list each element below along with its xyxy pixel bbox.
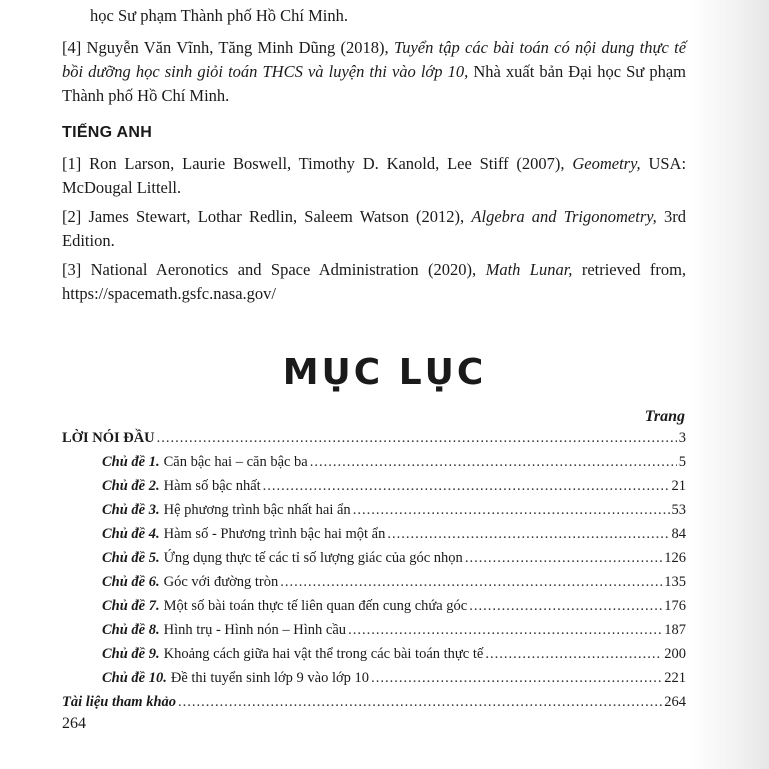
toc-topic-prefix: Chủ đề 6. bbox=[102, 574, 160, 590]
toc-row-intro[interactable] bbox=[62, 430, 686, 452]
toc-page: 176 bbox=[664, 598, 686, 614]
toc-row-topic-10[interactable] bbox=[102, 670, 686, 692]
toc-topic-text: Góc với đường tròn bbox=[163, 574, 279, 590]
toc-page: 5 bbox=[678, 454, 686, 470]
toc-topic-text: Hàm số - Phương trình bậc hai một ẩn bbox=[163, 526, 386, 542]
toc-topic-text: Đề thi tuyển sinh lớp 9 vào lớp 10 bbox=[170, 670, 370, 686]
toc-row-references[interactable] bbox=[62, 694, 686, 716]
toc-topic-text: Hệ phương trình bậc nhất hai ẩn bbox=[163, 502, 351, 518]
toc-row-topic-3[interactable] bbox=[102, 502, 686, 524]
reference-continuation: học Sư phạm Thành phố Hồ Chí Minh. bbox=[90, 6, 348, 25]
toc-topic-text: Ứng dụng thực tế các tỉ số lượng giác của góc nhọn bbox=[163, 550, 463, 566]
toc-topic-prefix: Chủ đề 5. bbox=[102, 550, 160, 566]
toc-row-topic-9[interactable] bbox=[102, 646, 686, 668]
toc-page: 187 bbox=[664, 622, 686, 638]
toc-row-topic-8[interactable] bbox=[102, 622, 686, 644]
toc-page-header: Trang bbox=[644, 408, 685, 425]
toc-topic-text: Hàm số bậc nhất bbox=[163, 478, 261, 494]
reference-en-1: [1] Ron Larson, Laurie Boswell, Timothy D. Kanold, Lee Stiff (2007), Geometry, USA: McDougal Littell. bbox=[62, 154, 687, 197]
toc-title: MỤC LỤC bbox=[282, 352, 487, 393]
toc-leader bbox=[263, 478, 670, 495]
toc-topic-text: Một số bài toán thực tế liên quan đến cung chứa góc bbox=[163, 598, 468, 614]
toc-row-topic-4[interactable] bbox=[102, 526, 686, 548]
toc-row-topic-6[interactable] bbox=[102, 574, 686, 596]
toc-label: LỜI NÓI ĐẦU bbox=[62, 430, 155, 446]
toc-page: 84 bbox=[671, 526, 686, 542]
toc-leader bbox=[348, 622, 662, 639]
toc-leader bbox=[371, 670, 662, 687]
toc-topic-text: Khoảng cách giữa hai vật thể trong các bài toán thực tế bbox=[163, 646, 484, 662]
toc-page: 200 bbox=[664, 646, 686, 662]
toc-topic-prefix: Chủ đề 4. bbox=[102, 526, 160, 542]
toc-topic-prefix: Chủ đề 1. bbox=[102, 454, 160, 470]
toc-row-topic-7[interactable] bbox=[102, 598, 686, 620]
toc-topic-prefix: Chủ đề 10. bbox=[102, 670, 167, 686]
toc-row-topic-2[interactable] bbox=[102, 478, 686, 500]
toc-page: 221 bbox=[664, 670, 686, 686]
toc-leader bbox=[310, 454, 677, 471]
toc-leader bbox=[280, 574, 662, 591]
toc-page: 3 bbox=[678, 430, 686, 446]
toc-topic-prefix: Chủ đề 7. bbox=[102, 598, 160, 614]
reference-en-2: [2] James Stewart, Lothar Redlin, Saleem Watson (2012), Algebra and Trigonometry, 3rd Edition. bbox=[62, 207, 687, 250]
toc-row-topic-5[interactable] bbox=[102, 550, 686, 572]
toc-topic-text: Căn bậc hai – căn bậc ba bbox=[163, 454, 308, 470]
reference-vi-4: [4] Nguyễn Văn Vĩnh, Tăng Minh Dũng (2018), Tuyển tập các bài toán có nội dung thực tế bồi dưỡng học sinh giỏi toán THCS và luyện thi vào lớp 10, Nhà xuất bản Đại học Sư phạm Thành phố Hồ Chí Minh. bbox=[62, 38, 687, 105]
toc-page: 53 bbox=[671, 502, 686, 518]
toc-leader bbox=[469, 598, 662, 615]
toc-topic-text: Hình trụ - Hình nón – Hình cầu bbox=[163, 622, 347, 638]
reference-en-3: [3] National Aeronotics and Space Administration (2020), Math Lunar, retrieved from, https://spacemath.gsfc.nasa.gov/ bbox=[62, 260, 687, 303]
toc-row-topic-1[interactable] bbox=[102, 454, 686, 476]
toc-page: 264 bbox=[664, 694, 686, 710]
toc-label: Tài liệu tham khảo bbox=[62, 694, 177, 710]
toc-leader bbox=[353, 502, 670, 519]
section-heading-english: TIẾNG ANH bbox=[62, 124, 153, 141]
toc-leader bbox=[465, 550, 662, 567]
toc-leader bbox=[157, 430, 677, 447]
page-number: 264 bbox=[62, 715, 86, 732]
toc-page: 126 bbox=[664, 550, 686, 566]
toc-leader bbox=[178, 694, 662, 711]
toc-leader bbox=[485, 646, 662, 663]
toc-topic-prefix: Chủ đề 3. bbox=[102, 502, 160, 518]
toc-page: 135 bbox=[664, 574, 686, 590]
toc-topic-prefix: Chủ đề 9. bbox=[102, 646, 160, 662]
toc-topic-prefix: Chủ đề 8. bbox=[102, 622, 160, 638]
toc-leader bbox=[387, 526, 669, 543]
toc-topic-prefix: Chủ đề 2. bbox=[102, 478, 160, 494]
toc-page: 21 bbox=[671, 478, 686, 494]
